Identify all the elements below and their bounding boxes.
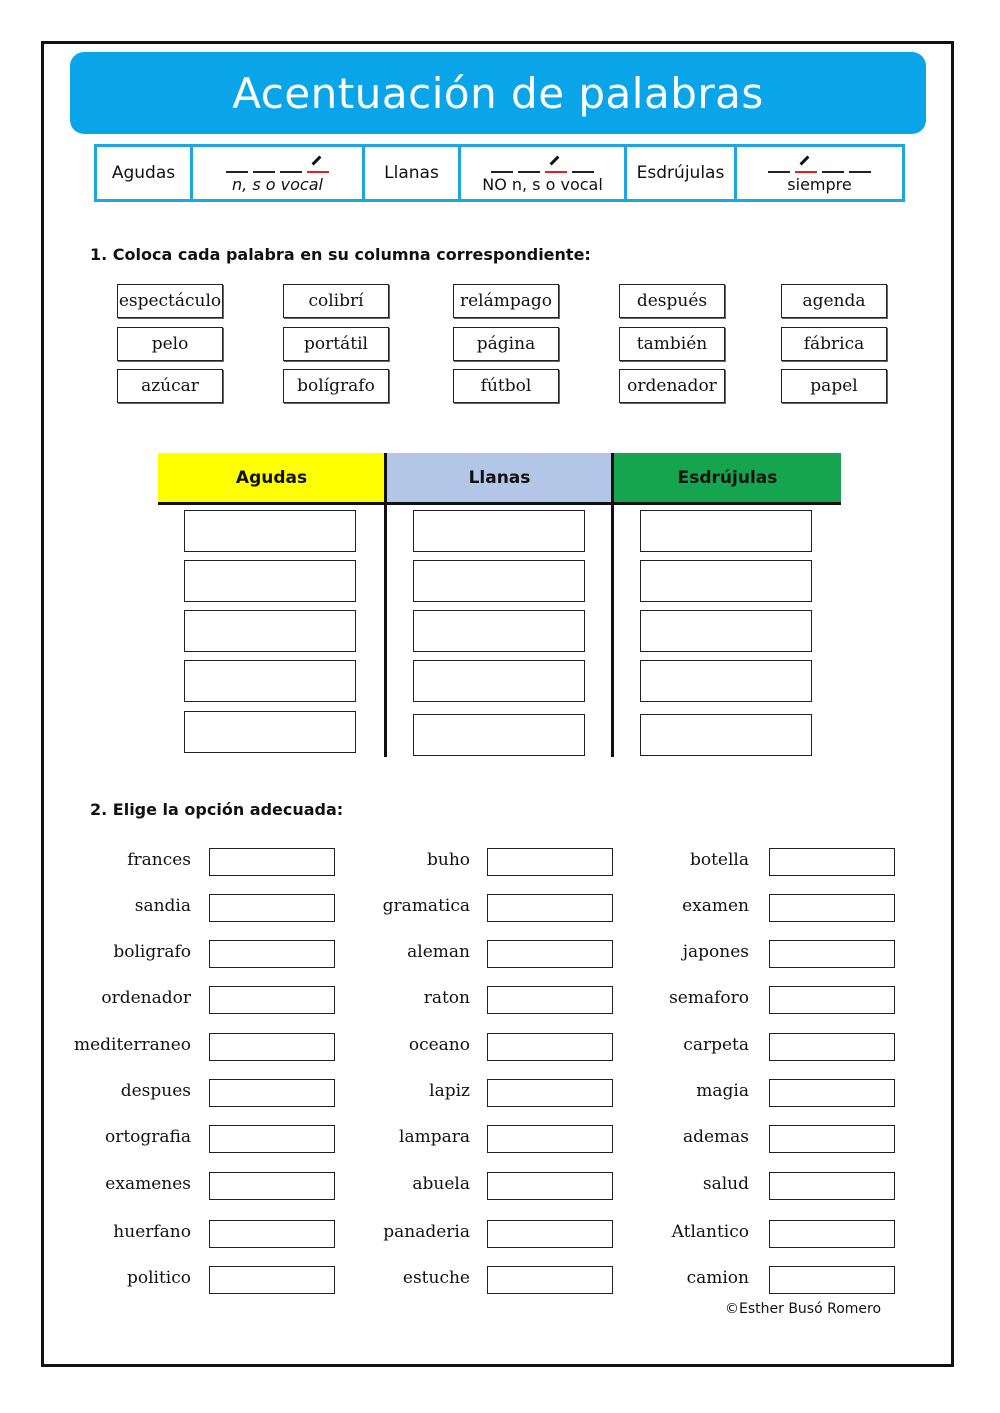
choice-word-label: despues	[120, 1081, 191, 1101]
drop-zone-esdrujulas[interactable]	[640, 560, 812, 602]
stress-pattern	[768, 153, 871, 173]
word-tile[interactable]: espectáculo	[117, 284, 223, 318]
word-tile[interactable]: papel	[781, 369, 887, 403]
choice-dropdown[interactable]	[769, 848, 895, 876]
drop-zone-llanas[interactable]	[413, 610, 585, 652]
word-tile[interactable]: también	[619, 327, 725, 361]
rule-name: Agudas	[111, 163, 176, 183]
drop-zone-agudas[interactable]	[184, 610, 356, 652]
choice-word-label: abuela	[412, 1174, 470, 1194]
rule-llanas-name	[365, 147, 461, 199]
column-header-esdrujulas: Esdrújulas	[614, 453, 841, 503]
choice-word-label: carpeta	[683, 1035, 749, 1055]
drop-zone-esdrujulas[interactable]	[640, 510, 812, 552]
choice-word-label: botella	[689, 850, 749, 870]
choice-dropdown[interactable]	[769, 1266, 895, 1294]
choice-word-label: japones	[682, 942, 749, 962]
choice-word-label: aleman	[407, 942, 470, 962]
rule-hint: NO n, s o vocal	[482, 174, 603, 194]
choice-word-label: semaforo	[669, 988, 749, 1008]
choice-dropdown[interactable]	[769, 1220, 895, 1248]
rule-hint: n, s o vocal	[232, 174, 323, 194]
choice-dropdown[interactable]	[769, 986, 895, 1014]
choice-dropdown[interactable]	[769, 1079, 895, 1107]
word-tile[interactable]: colibrí	[283, 284, 389, 318]
drop-zone-llanas[interactable]	[413, 510, 585, 552]
choice-dropdown[interactable]	[769, 1125, 895, 1153]
choice-word-label: panaderia	[383, 1222, 470, 1242]
choice-word-label: ademas	[682, 1127, 749, 1147]
choice-word-label: lapiz	[429, 1081, 470, 1101]
page-border	[41, 41, 954, 1367]
choice-dropdown[interactable]	[769, 940, 895, 968]
drop-zone-esdrujulas[interactable]	[640, 610, 812, 652]
choice-word-label: mediterraneo	[73, 1035, 191, 1055]
drop-zone-esdrujulas[interactable]	[640, 714, 812, 756]
word-tile[interactable]: página	[453, 327, 559, 361]
choice-dropdown[interactable]	[769, 1033, 895, 1061]
stress-pattern	[491, 153, 594, 173]
word-tile[interactable]: después	[619, 284, 725, 318]
choice-word-label: ordenador	[101, 988, 191, 1008]
choice-dropdown[interactable]	[769, 894, 895, 922]
choice-word-label: magia	[696, 1081, 749, 1101]
rule-name: Esdrújulas	[636, 163, 725, 183]
column-header-llanas: Llanas	[387, 453, 612, 503]
rule-hint: siempre	[787, 174, 852, 194]
choice-word-label: examenes	[105, 1174, 191, 1194]
word-tile[interactable]: fútbol	[453, 369, 559, 403]
rule-esdrujulas-name	[627, 147, 737, 199]
stress-pattern	[226, 153, 329, 173]
choice-word-label: raton	[423, 988, 470, 1008]
exercise-1-heading: 1. Coloca cada palabra en su columna correspondiente:	[90, 245, 591, 264]
choice-word-label: boligrafo	[113, 942, 191, 962]
choice-dropdown[interactable]	[769, 1172, 895, 1200]
drop-zone-agudas[interactable]	[184, 711, 356, 753]
choice-word-label: sandia	[134, 896, 191, 916]
drop-zone-agudas[interactable]	[184, 560, 356, 602]
column-divider	[611, 453, 614, 757]
word-tile[interactable]: ordenador	[619, 369, 725, 403]
word-tile[interactable]: pelo	[117, 327, 223, 361]
choice-word-label: camion	[686, 1268, 749, 1288]
drop-zone-esdrujulas[interactable]	[640, 660, 812, 702]
word-tile[interactable]: portátil	[283, 327, 389, 361]
word-tile[interactable]: agenda	[781, 284, 887, 318]
drop-zone-llanas[interactable]	[413, 560, 585, 602]
choice-word-label: examen	[682, 896, 749, 916]
choice-word-label: estuche	[402, 1268, 470, 1288]
page-title	[70, 52, 926, 134]
drop-zone-agudas[interactable]	[184, 660, 356, 702]
page-title-text: Acentuación de palabras	[232, 68, 764, 118]
credit: ©Esther Busó Romero	[725, 1301, 882, 1317]
column-header-agudas: Agudas	[158, 453, 385, 503]
word-tile[interactable]: relámpago	[453, 284, 559, 318]
choice-word-label: politico	[126, 1268, 191, 1288]
rules-table	[94, 144, 905, 202]
rule-name: Llanas	[384, 163, 439, 183]
choice-word-label: gramatica	[382, 896, 470, 916]
word-tile[interactable]: fábrica	[781, 327, 887, 361]
drop-zone-llanas[interactable]	[413, 660, 585, 702]
choice-word-label: salud	[702, 1174, 749, 1194]
choice-word-label: lampara	[399, 1127, 470, 1147]
choice-word-label: huerfano	[113, 1222, 191, 1242]
choice-word-label: Atlantico	[671, 1222, 749, 1242]
rule-llanas-pattern	[461, 147, 627, 199]
choice-word-label: frances	[127, 850, 191, 870]
header-divider	[158, 502, 841, 505]
rule-agudas-pattern	[193, 147, 365, 199]
word-tile[interactable]: azúcar	[117, 369, 223, 403]
choice-word-label: oceano	[408, 1035, 470, 1055]
rule-agudas-name	[97, 147, 193, 199]
choice-word-label: ortografia	[104, 1127, 191, 1147]
drop-zone-agudas[interactable]	[184, 510, 356, 552]
exercise-2-heading: 2. Elige la opción adecuada:	[90, 800, 344, 819]
word-tile[interactable]: bolígrafo	[283, 369, 389, 403]
column-divider	[384, 453, 387, 757]
choice-word-label: buho	[426, 850, 470, 870]
rule-esdrujulas-pattern	[737, 147, 902, 199]
drop-zone-llanas[interactable]	[413, 714, 585, 756]
